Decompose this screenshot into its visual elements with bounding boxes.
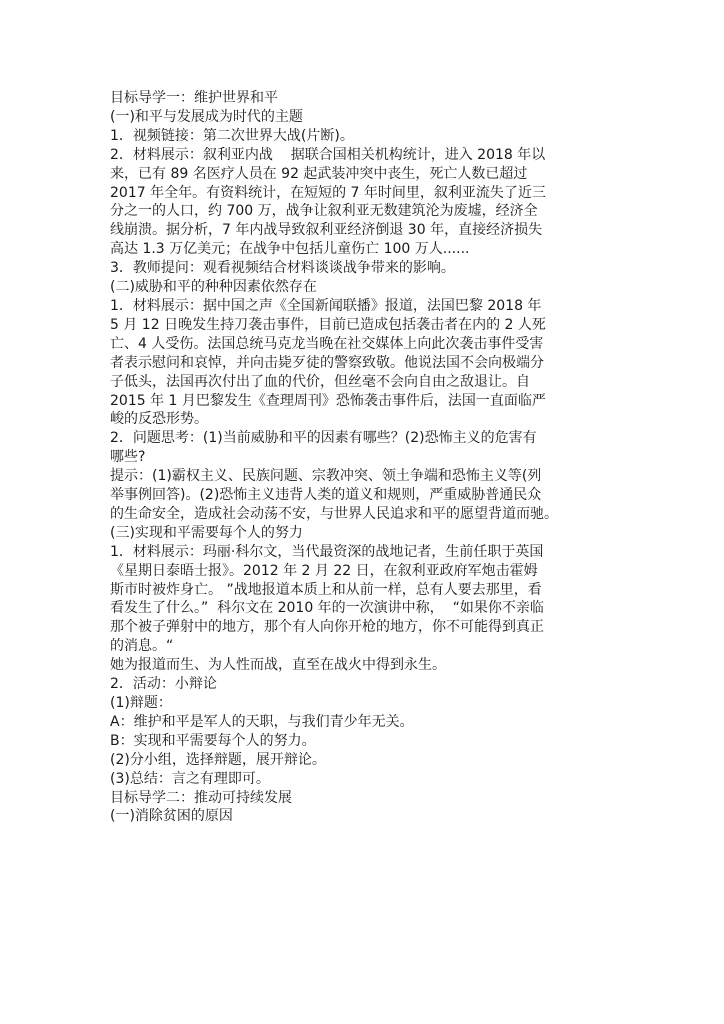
subheading-everyone-effort: (三)实现和平需要每个人的努力 — [110, 524, 303, 541]
text-line: 2．材料展示：叙利亚内战 据联合国相关机构统计，进入 2018 年以 — [110, 146, 546, 163]
text-line: 哪些? — [110, 449, 146, 466]
text-line: 2015 年 1 月巴黎发生《查理周刊》恐怖袭击事件后，法国一直面临严 — [110, 392, 546, 409]
text-line: 子低头，法国再次付出了血的代价，但丝毫不会向自由之敌退让。自 — [110, 373, 530, 390]
text-line: 2017 年全年。有资料统计，在短短的 7 年时间里，叙利亚流失了近三 — [110, 184, 546, 201]
subheading-poverty-causes: (一)消除贫困的原因 — [110, 808, 233, 825]
text-line: (1)辩题： — [110, 695, 172, 711]
text-line: 来，已有 89 名医疗人员在 92 起武装冲突中丧生，死亡人数已超过 — [110, 165, 528, 182]
text-line: 3．教师提问：观看视频结合材料谈谈战争带来的影响。 — [110, 260, 455, 277]
text-line: 高达 1.3 万亿美元；在战争中包括儿童伤亡 100 万人...... — [110, 241, 470, 258]
text-line: 看发生了什么。” 科尔文在 2010 年的一次演讲中称， “如果你不亲临 — [110, 600, 544, 617]
text-line: 她为报道而生、为人性而战，直至在战火中得到永生。 — [110, 657, 446, 674]
text-line: 《星期日泰晤士报》。2012 年 2 月 22 日，在叙利亚政府军炮击霍姆 — [110, 562, 538, 579]
section-heading-goal-1: 目标导学一：维护世界和平 — [110, 90, 278, 106]
text-line: 提示：(1)霸权主义、民族问题、宗教冲突、领土争端和恐怖主义等(列 — [110, 468, 542, 485]
text-line: 峻的反恐形势。 — [110, 411, 208, 428]
text-line: 线崩溃。据分析，7 年内战导致叙利亚经济倒退 30 年，直接经济损失 — [110, 222, 543, 239]
text-line: (2)分小组，选择辩题，展开辩论。 — [110, 751, 326, 768]
subheading-threats-to-peace: (二)威胁和平的种种因素依然存在 — [110, 279, 317, 296]
text-line: (3)总结：言之有理即可。 — [110, 770, 270, 787]
text-line: 那个被子弹射中的地方，那个有人向你开枪的地方，你不可能得到真正 — [110, 619, 544, 636]
text-line: 举事例回答)。(2)恐怖主义违背人类的道义和规则，严重威胁普通民众 — [110, 487, 542, 504]
document-body — [110, 89, 622, 826]
text-line: 1．视频链接：第二次世界大战(片断)。 — [110, 127, 354, 144]
text-line: 5 月 12 日晚发生持刀袭击事件，目前已造成包括袭击者在内的 2 人死 — [110, 316, 546, 333]
text-line: 1．材料展示：据中国之声《全国新闻联播》报道，法国巴黎 2018 年 — [110, 297, 542, 314]
text-line: A：维护和平是军人的天职，与我们青少年无关。 — [110, 713, 414, 730]
text-line: 者表示慰问和哀悼，并向击毙歹徒的警察致敬。他说法国不会向极端分 — [110, 354, 544, 371]
text-line: 的消息。“ — [110, 638, 174, 655]
text-line: 斯市时被炸身亡。 ”战地报道本质上和从前一样，总有人要去那里，看 — [110, 581, 542, 598]
text-line: 分之一的人口，约 700 万，战争让叙利亚无数建筑沦为废墟，经济全 — [110, 203, 538, 220]
text-line: 的生命安全，造成社会动荡不安，与世界人民追求和平的愿望背道而驰。 — [110, 505, 558, 522]
subheading-peace-development: (一)和平与发展成为时代的主题 — [110, 108, 303, 125]
text-line: B：实现和平需要每个人的努力。 — [110, 732, 316, 749]
text-line: 2．活动：小辩论 — [110, 676, 217, 693]
text-line: 1．材料展示：玛丽·科尔文，当代最资深的战地记者，生前任职于英国 — [110, 543, 544, 560]
section-heading-goal-2: 目标导学二：推动可持续发展 — [110, 789, 292, 806]
text-line: 亡、4 人受伤。法国总统马克龙当晚在社交媒体上向此次袭击事件受害 — [110, 335, 544, 352]
text-line: 2．问题思考：(1)当前威胁和平的因素有哪些？(2)恐怖主义的危害有 — [110, 430, 537, 447]
